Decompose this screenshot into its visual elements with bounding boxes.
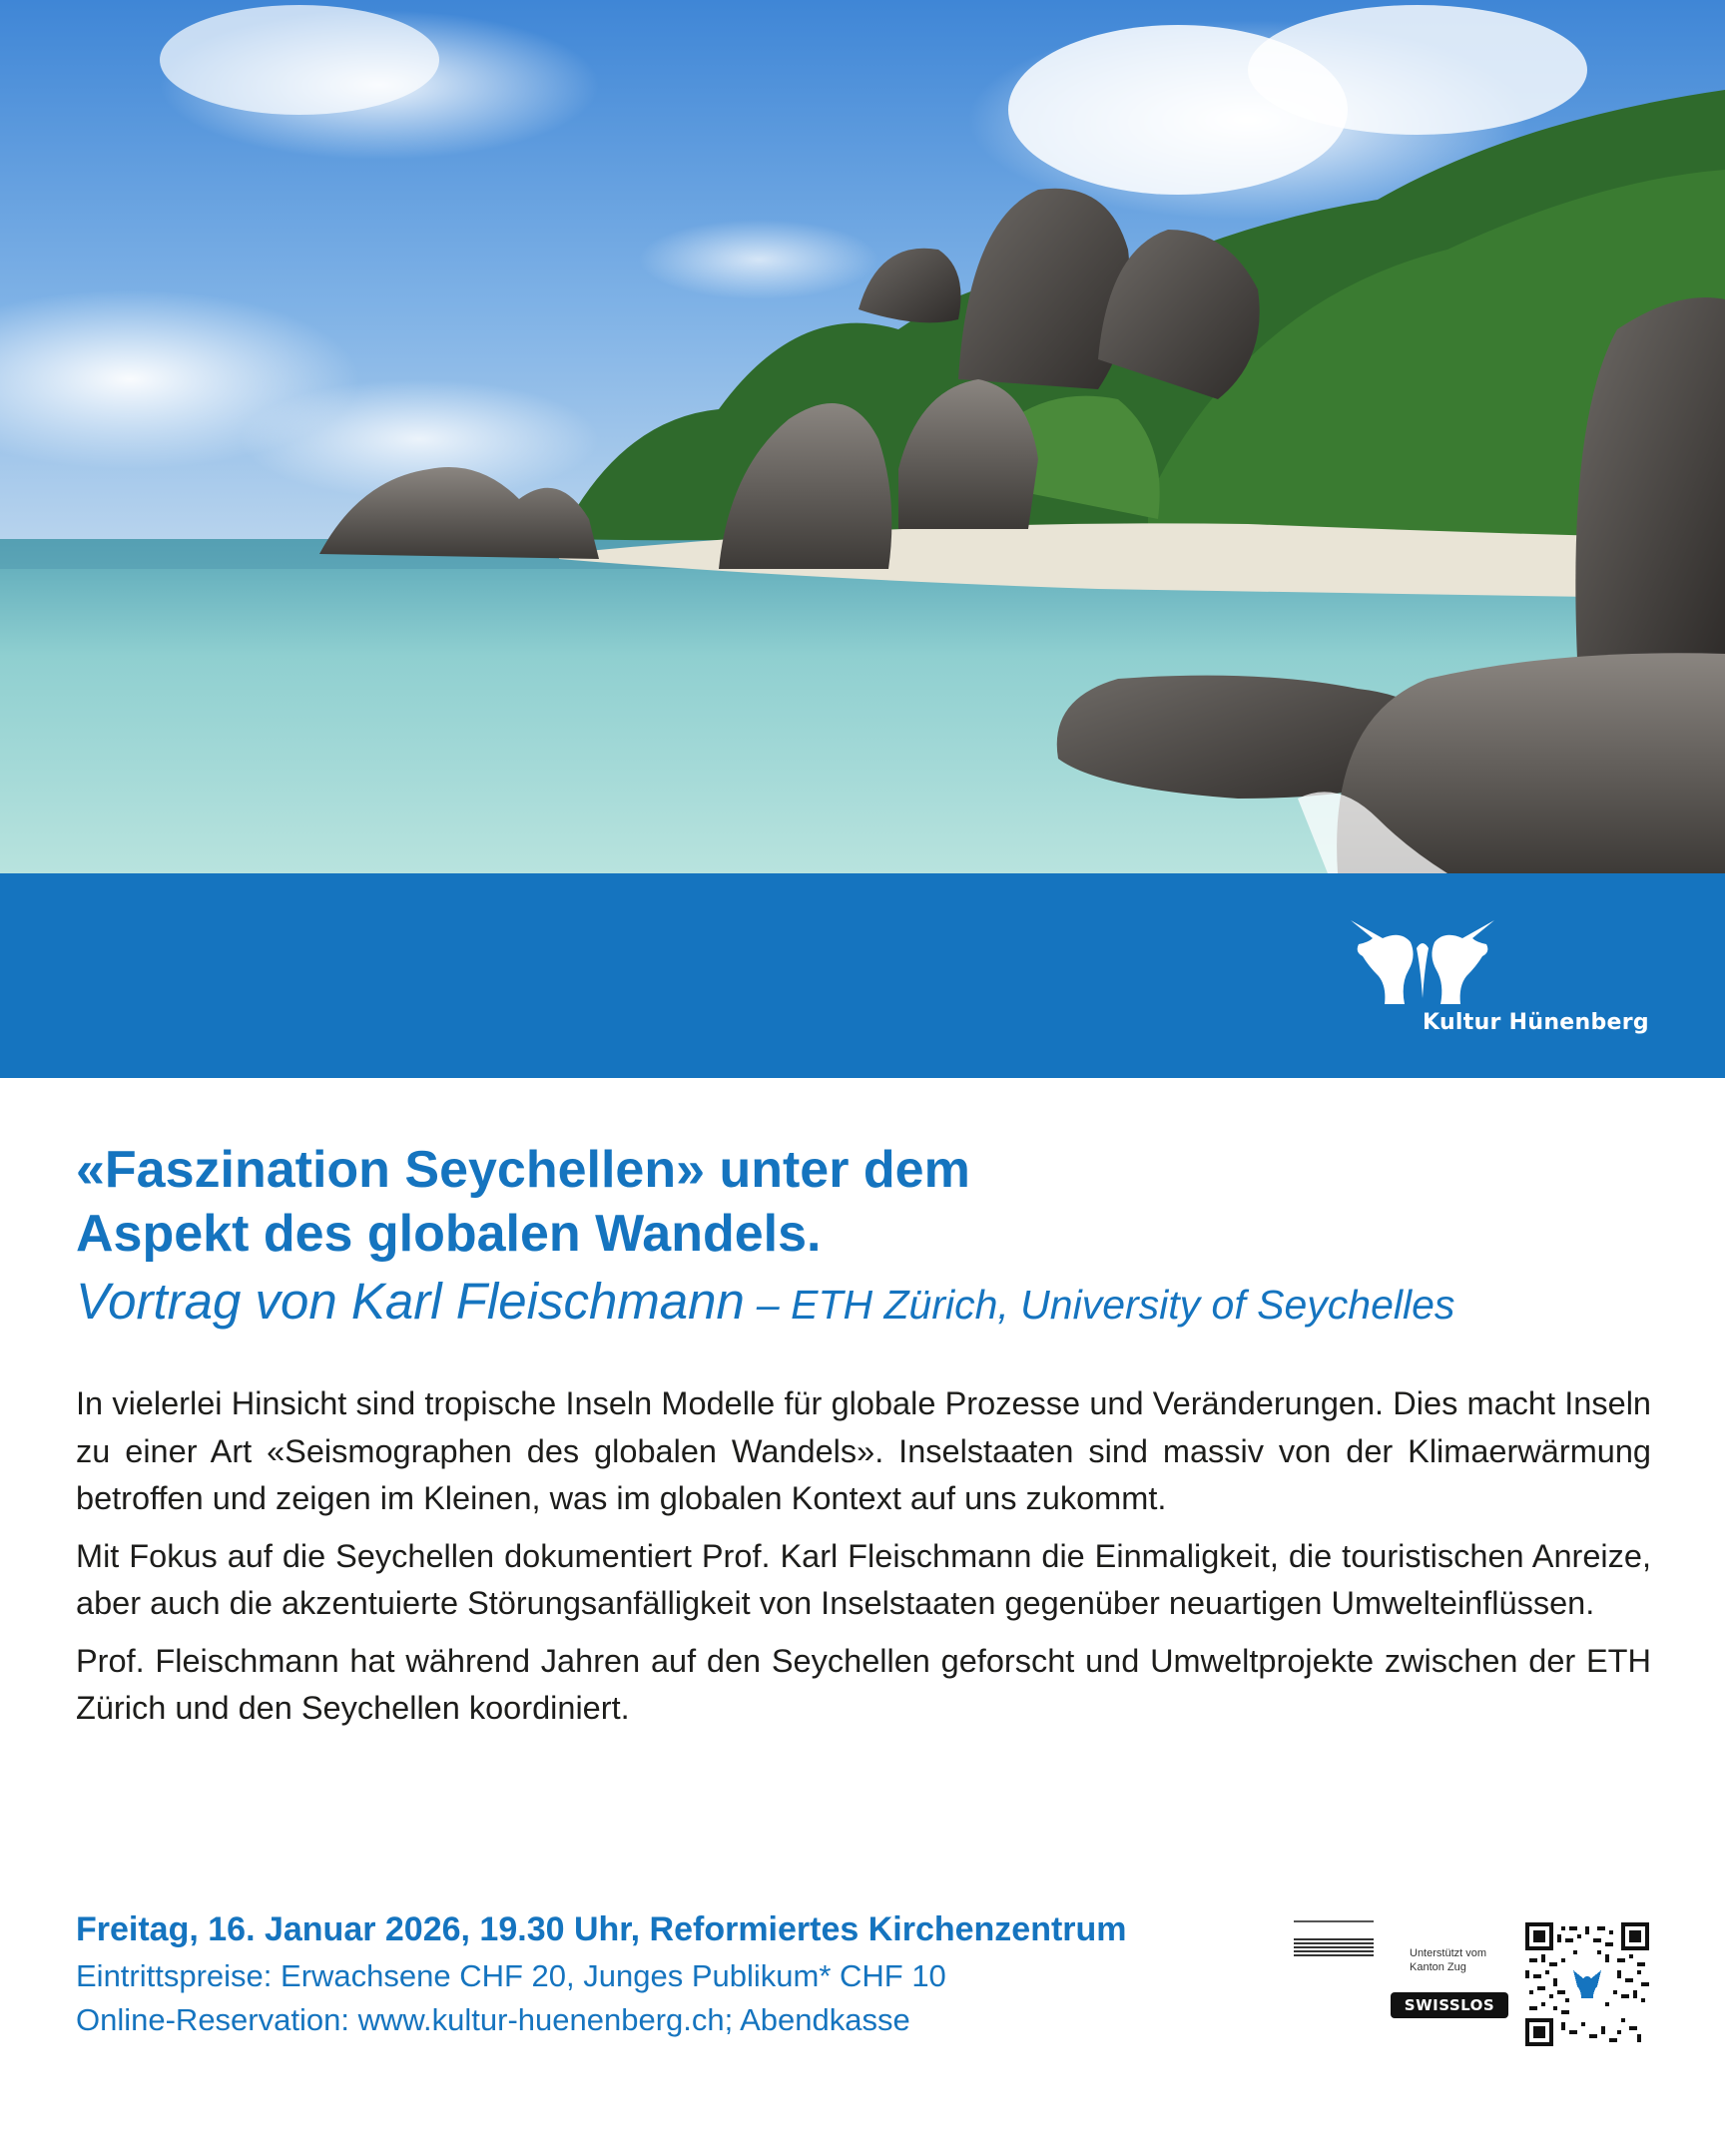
support-line-1: Unterstützt vom: [1410, 1947, 1487, 1959]
paragraph-2: Mit Fokus auf die Seychellen dokumentiert Prof. Karl Fleischmann die Einmaligkeit, die touristischen Anreize, aber auch die akzentuierte Störungsanfälligkeit von Inselstaaten gegenüber neuartigen Umwelteinflüssen.: [76, 1537, 1651, 1621]
support-line-2: Kanton Zug: [1410, 1961, 1466, 1973]
subtitle: [76, 1268, 1653, 1339]
title-line-2: Aspekt des globalen Wandels.: [76, 1205, 822, 1263]
title-line-1: «Faszination Seychellen» unter dem: [76, 1141, 970, 1199]
brand-name: Kultur Hünenberg: [1423, 1010, 1649, 1035]
paragraph-1: In vielerlei Hinsicht sind tropische Inseln Modelle für globale Prozesse und Veränderungen. Dies macht Inseln zu einer Art «Seismographen des globalen Wandels». Inselstaaten sind massiv von der Klimaerwärmung betroffen und zeigen im Kleinen, was im globalen Kontext auf uns zukommt.: [76, 1385, 1651, 1516]
article-body: [76, 1380, 1651, 1733]
seychelles-beach-image: [0, 0, 1725, 873]
paragraph-3: Prof. Fleischmann hat während Jahren auf den Seychellen geforscht und Umweltprojekte zwischen der ETH Zürich und den Seychellen koordiniert.: [76, 1642, 1651, 1726]
hero-photo: [0, 0, 1725, 873]
brand-logo: [1343, 908, 1662, 1043]
support-note: [1410, 1946, 1509, 1974]
event-date: Freitag, 16. Januar 2026, 19.30 Uhr, Reformiertes Kirchenzentrum: [76, 1910, 1127, 1948]
event-reservation[interactable]: Online-Reservation: www.kultur-huenenberg.ch; Abendkasse: [76, 2002, 910, 2037]
subtitle-speaker: Vortrag von Karl Fleischmann: [76, 1273, 745, 1330]
event-info: [76, 1904, 1274, 2042]
kanton-zug-lines-icon: [1294, 1920, 1374, 1960]
unicorn-heads-logo-icon: [1343, 908, 1502, 1008]
qr-code-icon[interactable]: [1525, 1922, 1649, 2046]
subtitle-affiliation: – ETH Zürich, University of Seychelles: [756, 1282, 1455, 1328]
swisslos-badge: SWISSLOS: [1391, 1992, 1508, 2018]
event-prices: Eintrittspreise: Erwachsene CHF 20, Junges Publikum* CHF 10: [76, 1958, 946, 1993]
article: [76, 1138, 1653, 1743]
